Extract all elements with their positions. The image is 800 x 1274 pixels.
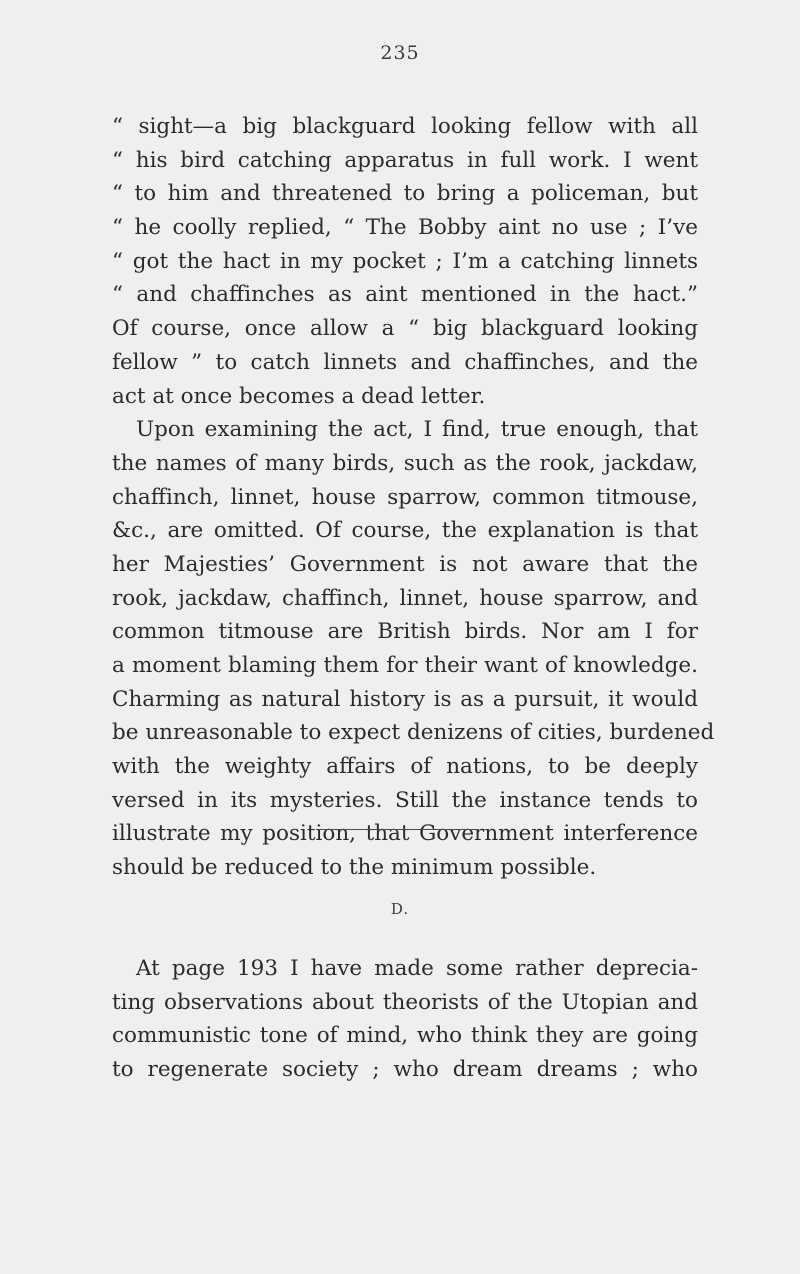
section-divider [319, 829, 479, 830]
text-line: “ sight—a big blackguard looking fellow with all [112, 114, 698, 139]
text-line: rook, jackdaw, chaffinch, linnet, house sparrow, and [112, 585, 698, 611]
body-text-lower [112, 952, 698, 1087]
text-line: “ got the hact in my pocket ; I’m a catching linnets [112, 248, 698, 274]
text-line: “ and chaffinches as aint mentioned in the hact.” [112, 282, 698, 308]
text-line: the names of many birds, such as the rook, jackdaw, [112, 450, 698, 476]
text-line: Charming as natural history is as a pursuit, it would [112, 686, 698, 712]
text-line: Of course, once allow a “ big blackguard looking [112, 316, 698, 342]
text-line: “ to him and threatened to bring a policeman, but [112, 181, 698, 207]
text-line: should be reduced to the minimum possible. [112, 855, 597, 881]
text-line: act at once becomes a dead letter. [112, 383, 486, 409]
text-line: Upon examining the act, I find, true enough, that [136, 417, 698, 443]
section-heading: D. [390, 900, 410, 918]
text-line: a moment blaming them for their want of knowledge. [112, 653, 698, 678]
paragraph-3 [112, 952, 698, 1087]
text-line: her Majesties’ Government is not aware that the [112, 551, 698, 577]
text-line: chaffinch, linnet, house sparrow, common titmouse, [112, 484, 698, 510]
text-line: common titmouse are British birds. Nor am I for [112, 619, 698, 645]
text-line: &c., are omitted. Of course, the explanation is that [112, 518, 698, 544]
text-line: At page 193 I have made some rather deprecia- [136, 956, 698, 981]
text-line: illustrate my position, that Government interference [112, 821, 698, 847]
body-text-upper [112, 110, 715, 885]
text-line: “ his bird catching apparatus in full work. I went [112, 147, 698, 173]
text-line: ting observations about theorists of the Utopian and [112, 989, 698, 1015]
text-line: fellow ” to catch linnets and chaffinches, and the [112, 349, 698, 375]
text-line: to regenerate society ; who dream dreams ; who [112, 1057, 698, 1083]
text-line: versed in its mysteries. Still the instance tends to [112, 787, 698, 813]
text-line: communistic tone of mind, who think they are going [112, 1023, 698, 1049]
text-line: with the weighty affairs of nations, to be deeply [112, 754, 698, 780]
paragraph-1 [112, 110, 698, 413]
paragraph-2 [112, 413, 715, 885]
page-number: 235 [380, 42, 420, 64]
text-line: be unreasonable to expect denizens of cities, burdened [112, 720, 715, 746]
text-line: “ he coolly replied, “ The Bobby aint no use ; I’ve [112, 215, 698, 241]
